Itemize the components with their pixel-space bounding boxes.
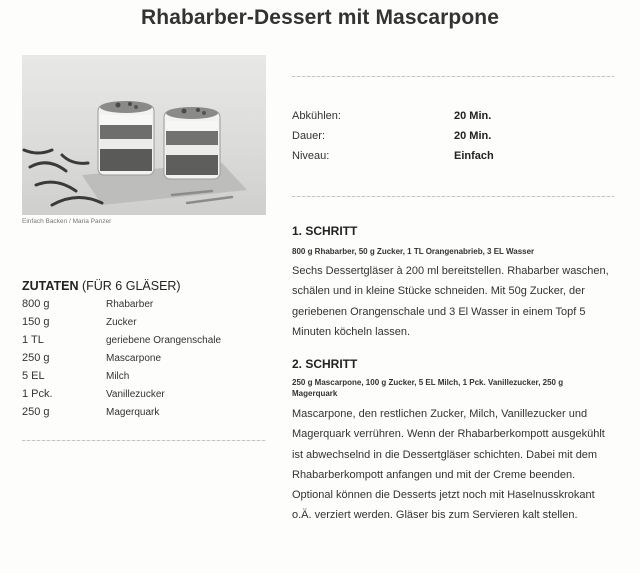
ingredient-amount: 1 Pck. — [22, 388, 53, 400]
step-1-heading: 1. SCHRITT — [292, 224, 358, 238]
ingredients-title: ZUTATEN — [22, 279, 79, 293]
meta-label-cooling: Abkühlen: — [292, 110, 341, 122]
ingredient-name: Rhabarber — [106, 299, 154, 310]
ingredient-amount: 250 g — [22, 406, 50, 418]
ingredient-name: geriebene Orangenschale — [106, 335, 222, 346]
ingredient-amount: 150 g — [22, 316, 50, 328]
recipe-title: Rhabarber-Dessert mit Mascarpone — [141, 6, 499, 29]
recipe-photo — [22, 55, 266, 215]
step-1-ingredients: 800 g Rhabarber, 50 g Zucker, 1 TL Orangenabrieb, 3 EL Wasser — [292, 247, 535, 256]
image-caption: Einfach Backen / Maria Panzer — [22, 218, 112, 225]
dessert-glass-right — [164, 107, 220, 179]
step-2-heading: 2. SCHRITT — [292, 357, 358, 371]
ingredient-amount: 5 EL — [22, 370, 45, 382]
step-1-text: Sechs Dessertgläser à 200 ml bereitstellen. Rhabarber waschen, schälen und in kleine Stücke schneiden. Mit 50g Zucker, der geriebenen Orangenschale und 3 El Wasser in einem Topf 5 Minuten köcheln lassen. — [292, 265, 609, 338]
ingredient-amount: 800 g — [22, 298, 50, 310]
ingredients-subtitle: (FÜR 6 GLÄSER) — [81, 279, 181, 293]
meta-value-level: Einfach — [454, 150, 494, 162]
ingredient-name: Mascarpone — [106, 353, 162, 364]
meta-label-level: Niveau: — [292, 150, 330, 162]
ingredient-name: Milch — [106, 371, 130, 382]
ingredient-name: Zucker — [106, 317, 137, 328]
divider — [22, 440, 266, 441]
ingredients-heading — [22, 279, 181, 293]
step-2-text: Mascarpone, den restlichen Zucker, Milch, Vanillezucker und Magerquark verrühren. Wenn der Rhabarberkompott ausgekühlt ist abwechselnd in die Dessertgläser schichten. Dabei mit dem Rhabarberkompott anfangen und mit der Creme beenden. Optional können die Desserts jetzt noch mit Haselnusskrokant o.Ä. verziert werden. Gläser bis zum Servieren kalt stellen. — [292, 408, 605, 522]
meta-value-cooling: 20 Min. — [454, 110, 492, 122]
divider — [292, 76, 614, 77]
dessert-glass-left — [98, 101, 154, 175]
ingredient-name: Vanillezucker — [106, 389, 165, 400]
ingredient-amount: 1 TL — [22, 334, 44, 346]
step-2-ingredients: 250 g Mascarpone, 100 g Zucker, 5 EL Milch, 1 Pck. Vanillezucker, 250 g Magerquark — [292, 378, 564, 398]
meta-label-duration: Dauer: — [292, 130, 326, 142]
divider — [292, 196, 614, 197]
meta-value-duration: 20 Min. — [454, 130, 492, 142]
ingredient-name: Magerquark — [106, 407, 160, 418]
ingredient-amount: 250 g — [22, 352, 50, 364]
